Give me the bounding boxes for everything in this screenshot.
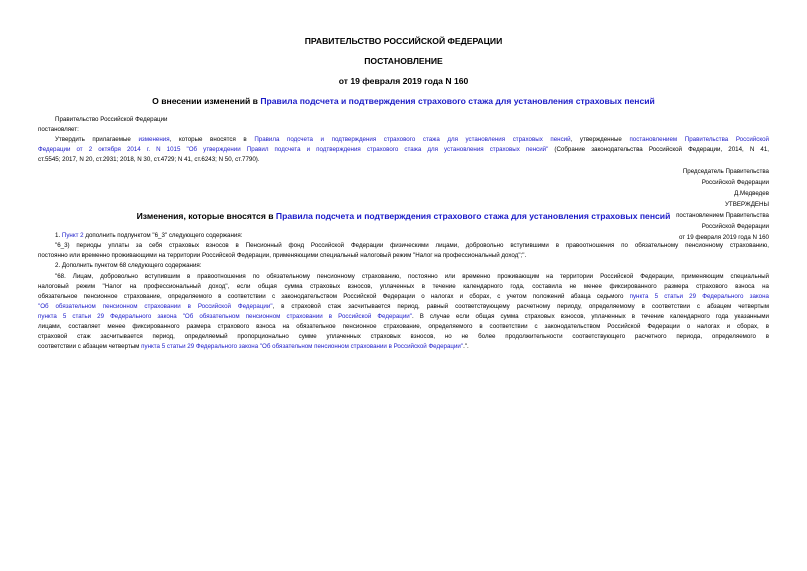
decides-label: постановляет: [38,126,79,133]
intro-text: Утвердить прилагаемые [55,136,139,143]
law-29-final-link[interactable]: пункта 5 статьи 29 Федерального закона "Об обязательном пенсионном страховании в Российской Федерации" [141,343,464,350]
item-2-head: 2. Дополнить пунктом 68 следующего содержания: [55,262,202,269]
item-2-line-4 [38,302,769,311]
law-29-link[interactable]: пункта 5 статьи 29 Федерального закона [629,293,769,300]
intro-line-1 [55,135,769,144]
signature-name: Д.Медведев [734,190,769,197]
item-2-text: соответствии с абзацем четвертым [38,343,142,350]
item-2-line-8 [38,342,469,351]
org-header: ПРАВИТЕЛЬСТВО РОССИЙСКОЙ ФЕДЕРАЦИИ [304,36,503,46]
changes-link[interactable]: изменения [138,136,170,143]
intro-text: , утвержденные [570,136,630,143]
approved-word: УТВЕРЖДЕНЫ [725,201,769,208]
doc-type: ПОСТАНОВЛЕНИЕ [364,56,443,66]
approved-by: постановлением Правительства [676,212,769,219]
item-2-line-5 [38,312,769,321]
changes-title-prefix: Изменения, которые вносятся в [136,211,276,221]
item-2-text: . В случае если общая сумма страховых взносов, уплаченных в течение календарного года указанными [411,313,770,320]
intro-line-3: ст.5545; 2017, N 20, ст.2931; 2018, N 30, ст.4729; N 41, ст.6243; N 50, ст.7790). [38,156,260,163]
gov-label: Правительство Российской Федерации [55,116,168,123]
intro-text: , которые вносятся в [169,136,255,143]
changes-title [0,211,807,221]
signature-role-2: Российской Федерации [701,179,769,186]
item-1-text: дополнить подпунктом "6_3" следующего содержания: [83,232,243,239]
law-title-link[interactable]: "Об обязательном пенсионном страховании в Российской Федерации" [38,303,273,310]
signature-role-1: Председатель Правительства [682,168,769,175]
item-2-line-7: страховой стаж засчитывается период, определяемый пропорционально сумме уплаченных страховых взносов, но не более продолжительности соответствующего расчетного периода, определяемого в [38,333,769,340]
point-2-link[interactable]: Пункт 2 [61,232,84,239]
item-2-line-1: "68. Лицам, добровольно вступившим в правоотношения по обязательному пенсионному страхованию, постоянно или временно проживающим на территории Российской Федерации, применяющим специальный [55,273,769,280]
intro-text: (Собрание законодательства Российской Федерации, 2014, N 41, [548,146,769,153]
decree-link[interactable]: постановлением Правительства Российской [629,136,769,143]
intro-line-2 [38,145,769,154]
approved-date: от 19 февраля 2019 года N 160 [678,234,769,241]
item-1-quote-1: "6_3) периоды уплаты за себя страховых взносов в Пенсионный фонд Российской Федерации физическими лицами, добровольно вступившими в правоотношения по обязательному пенсионному страхованию, [55,242,769,249]
title-prefix: О внесении изменений в [152,96,261,106]
item-2-text: .". [463,343,469,350]
title-rules-link[interactable]: Правила подсчета и подтверждения страхового стажа для установления страховых пенсий [260,96,655,106]
decree-1015-link[interactable]: Федерации от 2 октября 2014 г. N 1015 "Об утверждении Правил подсчета и подтверждения страхового стажа для установления страховых пенсий" [38,146,549,153]
doc-title [0,96,807,106]
rules-link[interactable]: Правила подсчета и подтверждения страхового стажа для установления страховых пенсий [254,136,571,143]
doc-date: от 19 февраля 2019 года N 160 [338,76,469,86]
changes-title-link[interactable]: Правила подсчета и подтверждения страхового стажа для установления страховых пенсий [275,211,671,221]
item-1-quote-2: постоянно или временно проживающими на территории Российской Федерации, применяющими специальный налоговый режим "Налог на профессиональный доход";". [38,252,527,259]
item-2-text: , в страховой стаж засчитывается период, равный соответствующему расчетному периоду, определяемому в соответствии с абзацем четвертым [272,303,769,310]
item-1-head [55,231,242,240]
approved-country: Российской Федерации [701,223,769,230]
item-2-line-2: налоговый режим "Налог на профессиональный доход", если общая сумма страховых взносов, уплаченных в течение календарного года, составила не менее фиксированного размера страхового взноса на [38,283,769,290]
item-2-text: обязательное пенсионное страхование, определяемого в соответствии с законодательством Российской Федерации о налогах и сборах, с учетом положений абзаца седьмого [38,293,630,300]
item-2-line-3 [38,292,769,301]
item-2-line-6: лицами, составляет менее фиксированного размера страхового взноса на обязательное пенсионное страхование, определяемого в соответствии с законодательством Российской Федерации о налогах и сборах, в [38,323,769,330]
item-1-number: 1. [55,232,62,239]
law-29-full-link[interactable]: пункта 5 статьи 29 Федерального закона "Об обязательном пенсионном страховании в Российской Федерации" [38,313,412,320]
